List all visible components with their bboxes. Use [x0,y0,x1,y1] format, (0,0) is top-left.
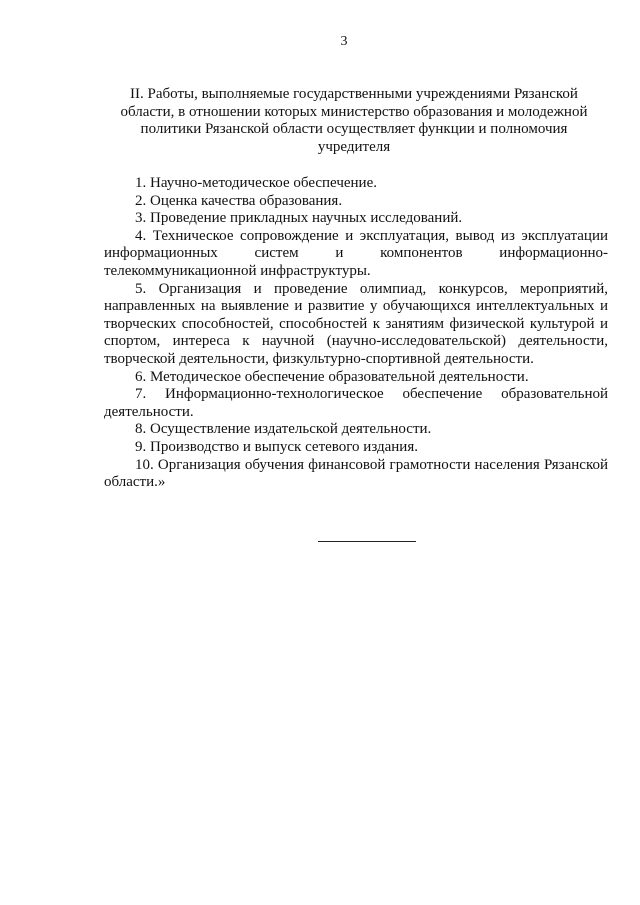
section-heading: II. Работы, выполняемые государственными учреждениями Рязанской области, в отношении которых министерство образования и молодежной политики Рязанской области осуществляет функции и полномочия учредителя [120,86,588,155]
page-number: 3 [340,34,348,49]
list-item-5: 5. Организация и проведение олимпиад, конкурсов, мероприятий, направленных на выявление и развитие у обучающихся интеллектуальных и творческих способностей, способностей к занятиям физической культурой и спортом, интереса к научной (научно-исследовательской) деятельности, творческой деятельности, физкультурно-спортивной деятельности. [104,280,608,367]
list-item-3: 3. Проведение прикладных научных исследований. [135,210,463,227]
list-item-1: 1. Научно-методическое обеспечение. [135,175,377,191]
list-item-9: 9. Производство и выпуск сетевого издания. [135,438,418,455]
list-item-7: 7. Информационно-технологическое обеспечение образовательной деятельности. [104,386,608,420]
list-item-6: 6. Методическое обеспечение образовательной деятельности. [135,368,529,385]
work-list [104,175,608,492]
list-item-2: 2. Оценка качества образования. [135,192,343,209]
list-item-8: 8. Осуществление издательской деятельности. [135,421,432,438]
list-item-4: 4. Техническое сопровождение и эксплуатация, вывод из эксплуатации информационных систем и компонентов информационно-телекоммуникационной инфраструктуры. [104,227,608,279]
closing-rule [318,541,416,542]
list-item-10: 10. Организация обучения финансовой грамотности населения Рязанской области.» [104,456,608,491]
